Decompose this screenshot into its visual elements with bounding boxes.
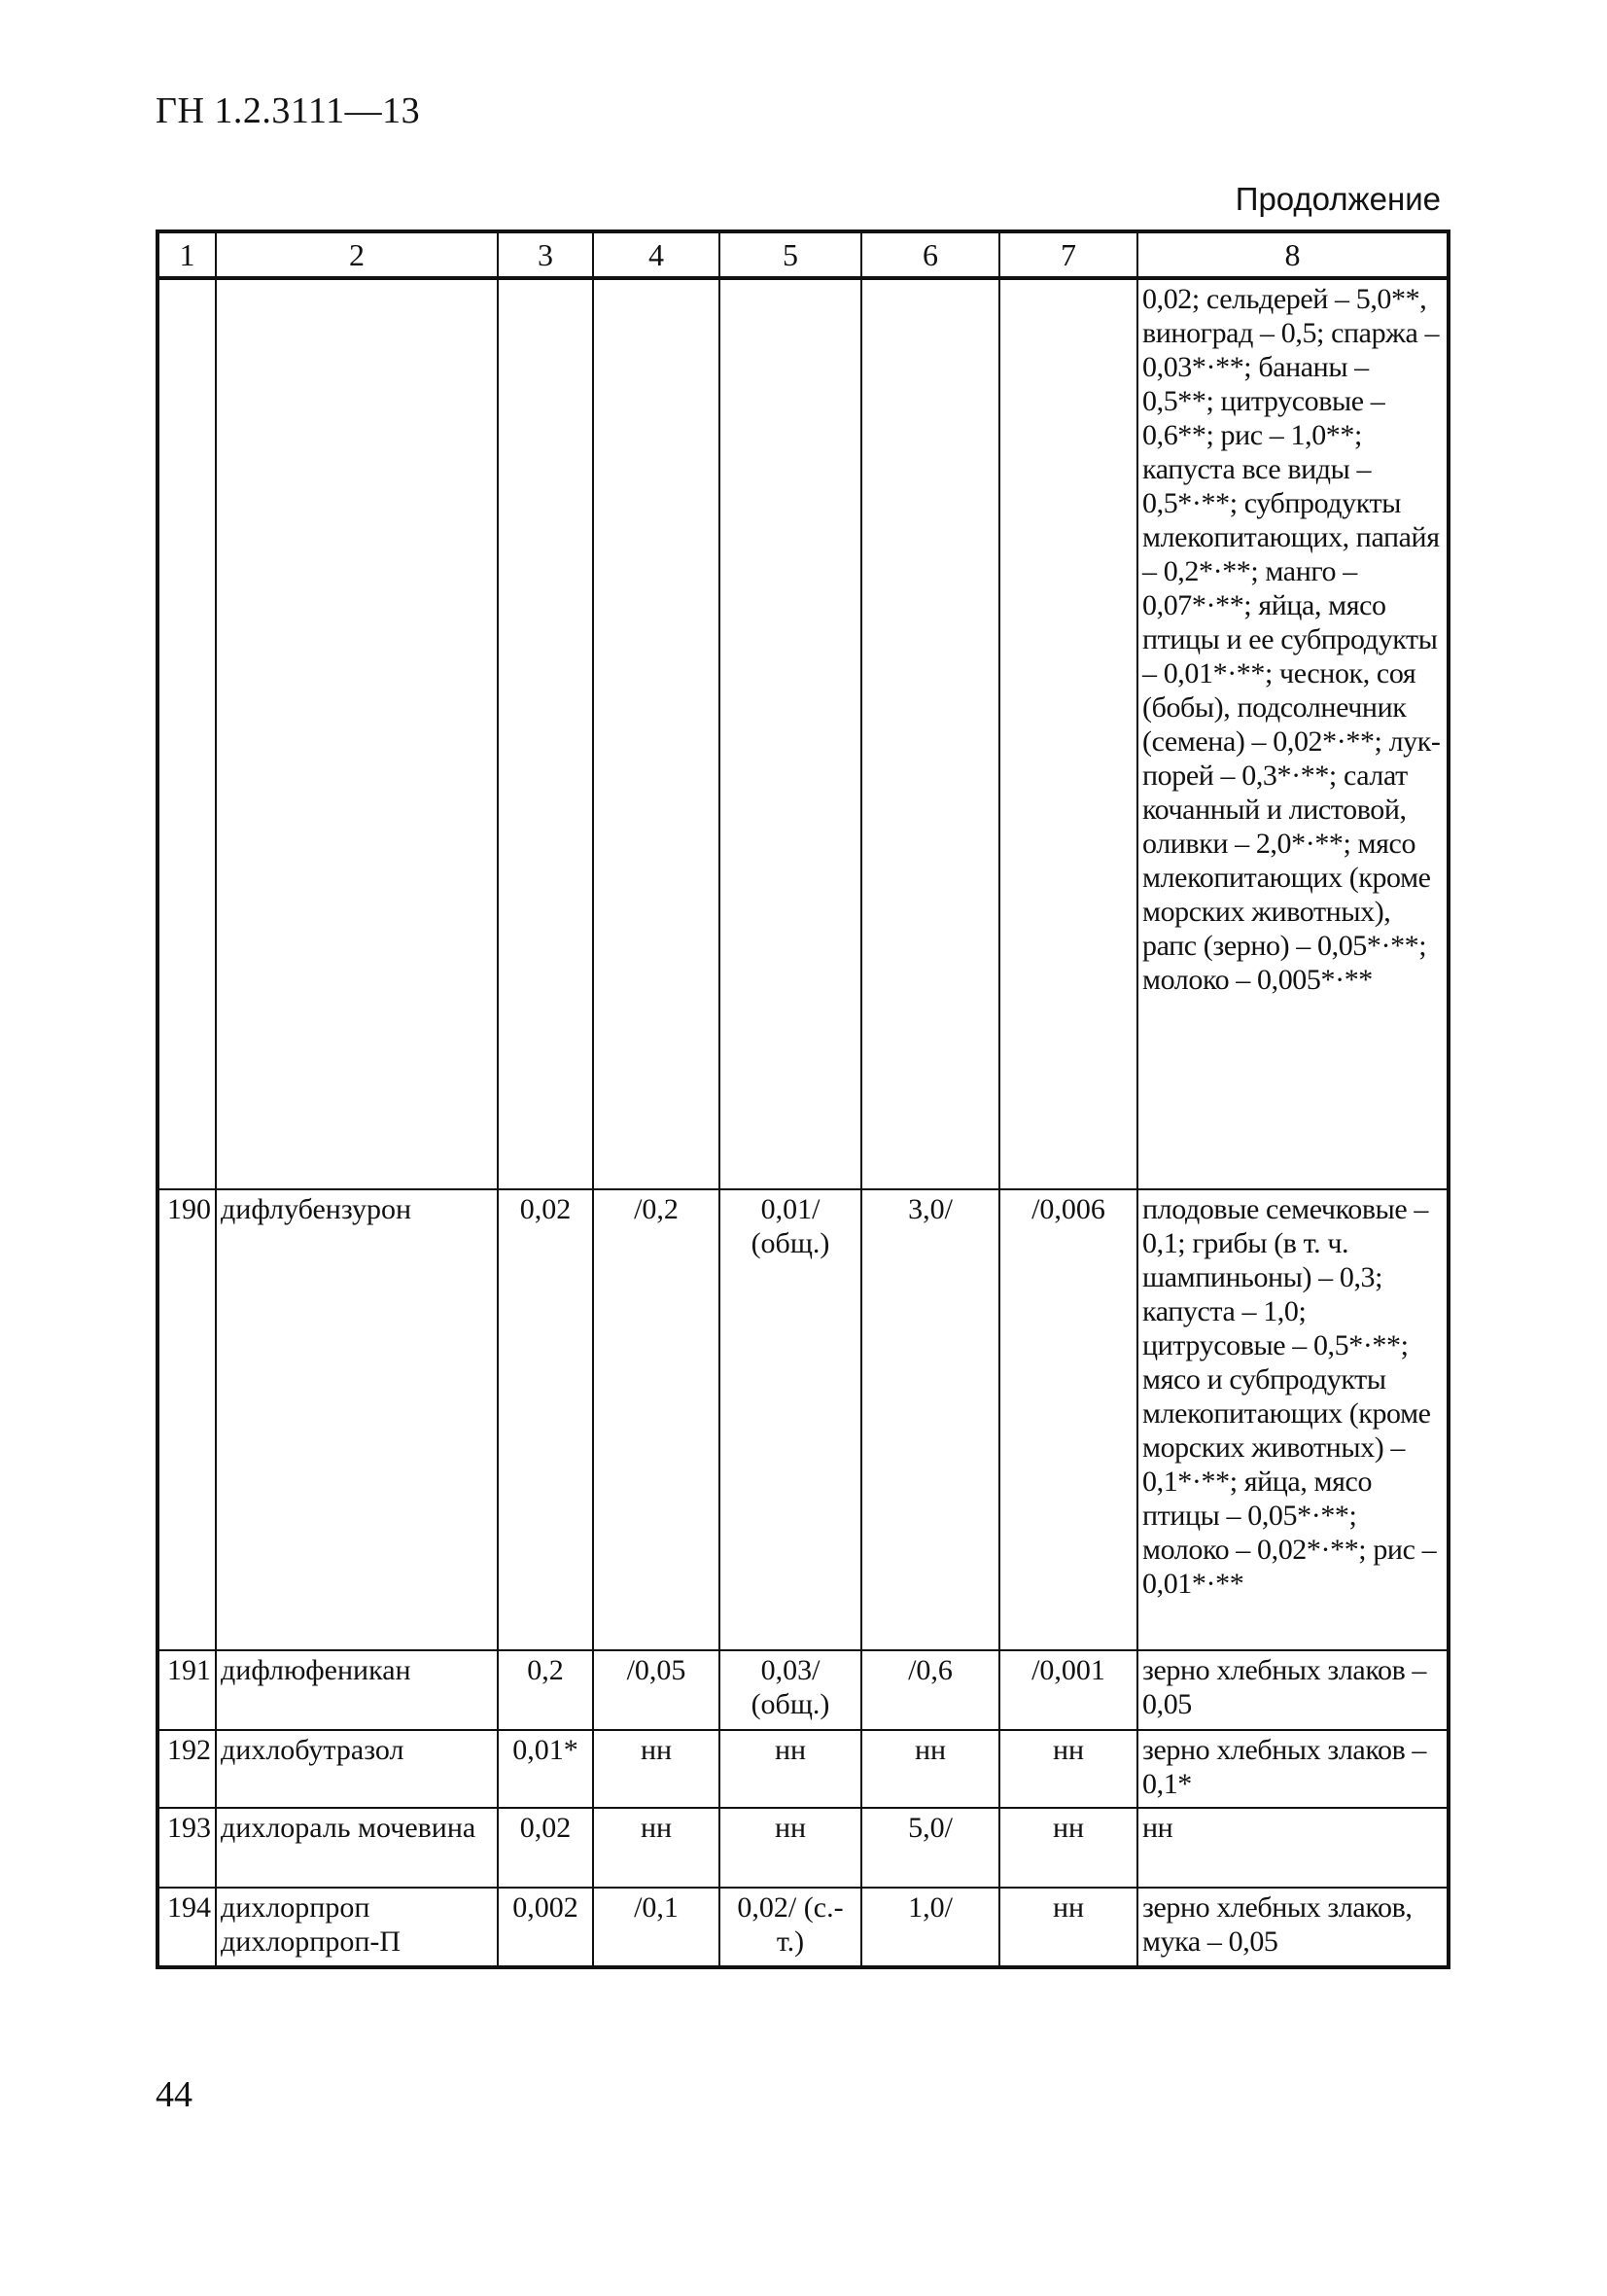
table-row bbox=[157, 1888, 1449, 1967]
column-header: 1 bbox=[157, 231, 216, 278]
substance-name: дихлобутразол bbox=[216, 1730, 498, 1808]
cell-col3: 0,01* bbox=[498, 1730, 593, 1808]
column-header: 3 bbox=[498, 231, 593, 278]
substance-name: дихлорпроп дихлорпроп-П bbox=[216, 1888, 498, 1967]
empty-cell bbox=[498, 278, 593, 1189]
cell-col3: 0,2 bbox=[498, 1650, 593, 1730]
table-row bbox=[157, 1650, 1449, 1730]
residue-limits-cell: зерно хлебных злаков – 0,05 bbox=[1137, 1650, 1449, 1730]
cell-col4: /0,05 bbox=[593, 1650, 719, 1730]
page-number: 44 bbox=[156, 2074, 192, 2115]
cell-col7: /0,006 bbox=[999, 1189, 1137, 1650]
row-number: 191 bbox=[157, 1650, 216, 1730]
cell-col5: 0,01/ (общ.) bbox=[719, 1189, 861, 1650]
table-row bbox=[157, 1808, 1449, 1888]
empty-cell bbox=[593, 278, 719, 1189]
table-row bbox=[157, 1730, 1449, 1808]
cell-col5: нн bbox=[719, 1730, 861, 1808]
substance-name: дихлораль мочевина bbox=[216, 1808, 498, 1888]
cell-col6: 5,0/ bbox=[861, 1808, 999, 1888]
residue-limits-cell: 0,02; сельдерей – 5,0**, виноград – 0,5; спаржа – 0,03*·**; бананы – 0,5**; цитрусовые – 0,6**; рис – 1,0**; капуста все виды – 0,5*·**; субпродукты млекопитающих, папайя – 0,2*·**; манго – 0,07*·**; яйца, мясо птицы и ее субпродукты – 0,01*·**; чеснок, соя (бобы), подсолнечник (семена) – 0,02*·**; лук-порей – 0,3*·**; салат кочанный и листовой, оливки – 2,0*·**; мясо млекопитающих (кроме морских животных), рапс (зерно) – 0,05*·**; молоко – 0,005*·** bbox=[1137, 278, 1449, 1189]
cell-col6: нн bbox=[861, 1730, 999, 1808]
cell-col5: 0,03/ (общ.) bbox=[719, 1650, 861, 1730]
residue-limits-cell: зерно хлебных злаков, мука – 0,05 bbox=[1137, 1888, 1449, 1967]
residue-limits-cell: нн bbox=[1137, 1808, 1449, 1888]
empty-cell bbox=[216, 278, 498, 1189]
row-number: 190 bbox=[157, 1189, 216, 1650]
column-header: 5 bbox=[719, 231, 861, 278]
cell-col5: нн bbox=[719, 1808, 861, 1888]
substance-name: дифлубензурон bbox=[216, 1189, 498, 1650]
cell-col4: /0,1 bbox=[593, 1888, 719, 1967]
document-code: ГН 1.2.3111—13 bbox=[156, 90, 421, 131]
column-header: 8 bbox=[1137, 231, 1449, 278]
cell-col3: 0,02 bbox=[498, 1808, 593, 1888]
cell-col7: нн bbox=[999, 1808, 1137, 1888]
cell-col7: /0,001 bbox=[999, 1650, 1137, 1730]
cell-col3: 0,02 bbox=[498, 1189, 593, 1650]
cell-col6: 3,0/ bbox=[861, 1189, 999, 1650]
cell-col5: 0,02/ (с.-т.) bbox=[719, 1888, 861, 1967]
column-header: 4 bbox=[593, 231, 719, 278]
empty-cell bbox=[157, 278, 216, 1189]
column-header: 6 bbox=[861, 231, 999, 278]
continued-row bbox=[157, 278, 1449, 1189]
cell-col4: нн bbox=[593, 1730, 719, 1808]
cell-col6: 1,0/ bbox=[861, 1888, 999, 1967]
data-table bbox=[156, 230, 1450, 1969]
cell-col4: нн bbox=[593, 1808, 719, 1888]
empty-cell bbox=[719, 278, 861, 1189]
header-row bbox=[157, 231, 1449, 278]
cell-col7: нн bbox=[999, 1730, 1137, 1808]
row-number: 193 bbox=[157, 1808, 216, 1888]
column-header: 7 bbox=[999, 231, 1137, 278]
cell-col7: нн bbox=[999, 1888, 1137, 1967]
residue-limits-cell: зерно хлебных злаков – 0,1* bbox=[1137, 1730, 1449, 1808]
continuation-label: Продолжение bbox=[1235, 181, 1441, 217]
cell-col4: /0,2 bbox=[593, 1189, 719, 1650]
cell-col3: 0,002 bbox=[498, 1888, 593, 1967]
empty-cell bbox=[999, 278, 1137, 1189]
row-number: 194 bbox=[157, 1888, 216, 1967]
row-number: 192 bbox=[157, 1730, 216, 1808]
residue-limits-cell: плодовые семечковые – 0,1; грибы (в т. ч. шампиньоны) – 0,3; капуста – 1,0; цитрусовые – 0,5*·**; мясо и субпродукты млекопитающих (кроме морских животных) – 0,1*·**; яйца, мясо птицы – 0,05*·**; молоко – 0,02*·**; рис – 0,01*·** bbox=[1137, 1189, 1449, 1650]
column-header: 2 bbox=[216, 231, 498, 278]
cell-col6: /0,6 bbox=[861, 1650, 999, 1730]
table-row bbox=[157, 1189, 1449, 1650]
empty-cell bbox=[861, 278, 999, 1189]
substance-name: дифлюфеникан bbox=[216, 1650, 498, 1730]
